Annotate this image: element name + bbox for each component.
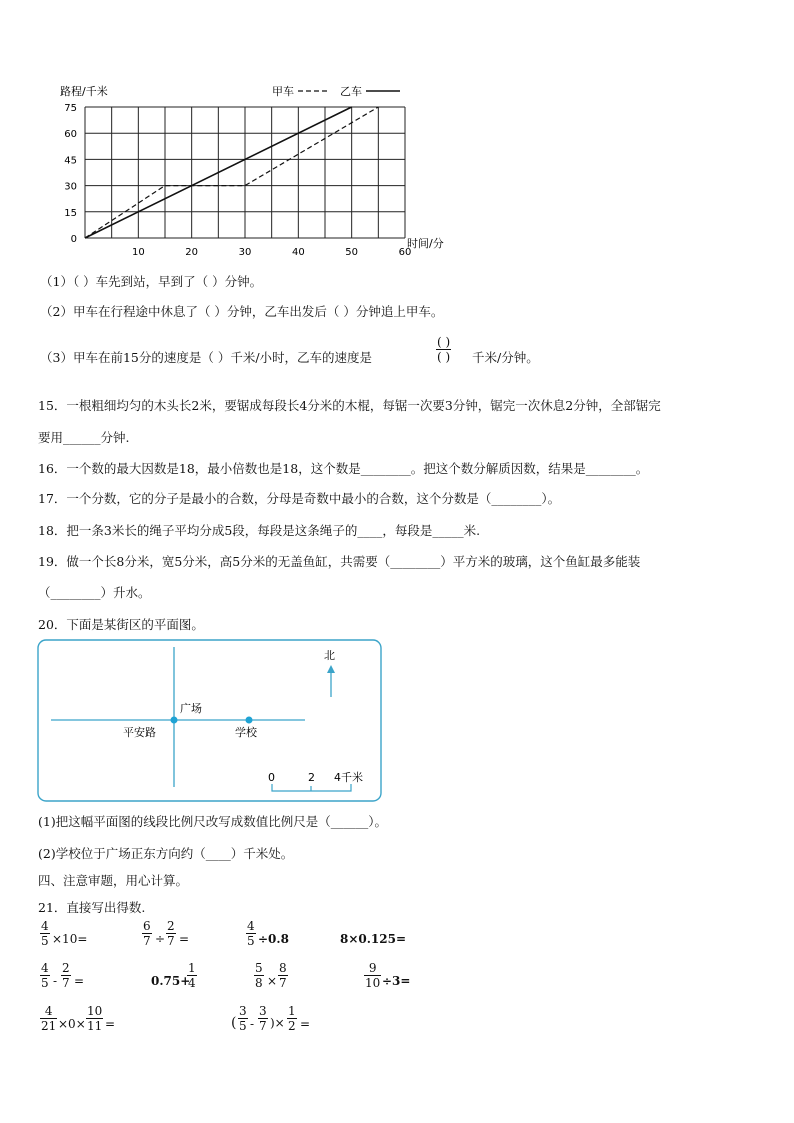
expr1-rest: ×10=: [52, 932, 88, 946]
q21: 21．直接写出得数.: [38, 900, 146, 915]
graph-ylabel: 路程/千米: [60, 85, 108, 98]
expr3-rest: ÷0.8: [258, 932, 289, 946]
fraction-numerator: 2: [62, 961, 70, 975]
x-tick-label: 30: [238, 247, 252, 258]
fraction-denominator: 5: [247, 934, 255, 948]
expr2-fraction-a: [142, 919, 152, 948]
fraction-numerator: 1: [188, 961, 196, 975]
expr9-fraction-b: [86, 1004, 103, 1033]
expr10-operator: -: [250, 1017, 255, 1031]
square-point: [171, 717, 178, 724]
x-tick-label: 10: [131, 247, 145, 258]
scale-4: 4千米: [334, 771, 363, 784]
q20: 20．下面是某街区的平面图。: [38, 617, 204, 632]
fraction-denominator: 5: [41, 976, 49, 990]
q14-part3: （3）甲车在前15分的速度是（ ）千米/小时，乙车的速度是: [40, 350, 373, 365]
q14-part1: （1）（ ）车先到站，早到了（ ）分钟。: [40, 274, 263, 289]
expr3-fraction: [246, 919, 256, 948]
expr9-fraction-a: [40, 1004, 57, 1033]
expr7-fraction-b: [278, 961, 288, 990]
q20-part2: (2)学校位于广场正东方向约（____）千米处。: [38, 846, 294, 861]
north-label: 北: [324, 649, 335, 662]
expr5-equals: =: [74, 974, 85, 988]
school-label: 学校: [235, 726, 257, 739]
fraction-denominator: 7: [279, 976, 287, 990]
expr5-fraction-b: [61, 961, 71, 990]
y-tick-label: 75: [64, 103, 77, 114]
expr6-rest: 0.75+: [151, 974, 191, 988]
q17: 17．一个分数，它的分子是最小的合数，分母是奇数中最小的合数，这个分数是（________）。: [38, 491, 561, 506]
x-tick-label: 20: [185, 247, 199, 258]
expr7-fraction-a: [254, 961, 264, 990]
expr10-fraction-c: [287, 1004, 297, 1033]
q14-part3-unit: 千米/分钟。: [472, 350, 539, 365]
fraction-numerator: 8: [279, 961, 287, 975]
expr9-equals: =: [105, 1017, 116, 1031]
q15-line1: 15．一根粗细均匀的木头长2米，要锯成每段长4分米的木棍，每锯一次要3分钟，锯完一次休息2分钟，全部锯完: [38, 398, 661, 413]
x-tick-label: 50: [345, 247, 359, 258]
fraction-denominator: 5: [239, 1019, 247, 1033]
graph-y-ticks: [64, 103, 77, 245]
q19-line2: （________）升水。: [38, 585, 151, 600]
fraction-numerator: 4: [44, 1004, 53, 1018]
fraction-denominator: 7: [62, 976, 70, 990]
fraction-numerator: 9: [368, 961, 377, 975]
expr1-fraction: [40, 919, 50, 948]
y-tick-label: 45: [64, 155, 77, 167]
fraction-denominator: ( ): [437, 350, 451, 364]
fraction-denominator: 7: [167, 934, 175, 948]
expr6-fraction: [187, 961, 197, 990]
fraction-denominator: 5: [41, 934, 49, 948]
expr2-fraction-b: [166, 919, 176, 948]
expr7-operator: ×: [267, 974, 278, 988]
expr5-fraction-a: [40, 961, 50, 990]
fraction-numerator: 4: [41, 961, 49, 975]
fraction-numerator: 10: [87, 1004, 103, 1018]
school-point: [246, 717, 253, 724]
expr8-rest: ÷3=: [382, 974, 411, 988]
fraction-numerator: 4: [41, 919, 49, 933]
fraction-denominator: 10: [365, 976, 381, 990]
expr2-equals: =: [179, 932, 190, 946]
series-jia-line: [85, 107, 378, 238]
y-tick-label: 30: [64, 181, 77, 193]
graph-x-ticks: [132, 247, 411, 258]
expr10-fraction-b: [258, 1004, 268, 1033]
graph-legend-jia: 甲车: [272, 85, 294, 98]
fraction-denominator: 2: [288, 1019, 296, 1033]
q16: 16．一个数的最大因数是18，最小倍数也是18，这个数是________。把这个数分解质因数，结果是________。: [38, 461, 649, 476]
expr2-operator: ÷: [155, 932, 166, 946]
expr4: 8×0.125=: [340, 932, 407, 946]
fraction-numerator: ( ): [437, 335, 451, 349]
section-4-heading: 四、注意审题，用心计算。: [38, 873, 189, 888]
x-tick-label: 60: [398, 247, 412, 258]
fraction-numerator: 4: [247, 919, 255, 933]
north-arrowhead-icon: [327, 665, 335, 673]
expr10-right-paren: )×: [270, 1016, 285, 1030]
graph-legend-yi: 乙车: [340, 85, 362, 98]
expr5-operator: -: [53, 974, 58, 988]
expr10-equals: =: [300, 1017, 311, 1031]
fraction-numerator: 1: [288, 1004, 296, 1018]
q20-part1: (1)把这幅平面图的线段比例尺改写成数值比例尺是（______）。: [38, 814, 387, 829]
street-map: [37, 639, 383, 803]
fraction-denominator: 4: [188, 976, 196, 990]
fraction-denominator: 11: [87, 1019, 103, 1033]
graph-xlabel: 时间/分: [407, 237, 444, 250]
scale-0: 0: [268, 771, 275, 784]
q15-line2: 要用______分钟.: [38, 430, 130, 445]
fraction-numerator: 5: [255, 961, 263, 975]
q14-part2: （2）甲车在行程途中休息了（ ）分钟，乙车出发后（ ）分钟追上甲车。: [40, 304, 444, 319]
fraction-denominator: 8: [255, 976, 263, 990]
scale-2: 2: [308, 771, 315, 784]
distance-time-graph: [40, 80, 460, 270]
y-tick-label: 15: [64, 207, 77, 219]
y-tick-label: 0: [70, 234, 77, 245]
q19-line1: 19．做一个长8分米，宽5分米，高5分米的无盖鱼缸，共需要（________）平方米的玻璃，这个鱼缸最多能装: [38, 554, 641, 569]
fraction-denominator: 21: [41, 1019, 57, 1033]
square-label: 广场: [180, 702, 202, 715]
fraction-numerator: 2: [167, 919, 175, 933]
fraction-numerator: 6: [143, 919, 151, 933]
expr8-fraction: [364, 961, 381, 990]
expr9-operator: ×0×: [58, 1017, 86, 1031]
fraction-numerator: 3: [239, 1004, 247, 1018]
expr10-left-paren: (: [231, 1015, 237, 1031]
q18: 18．把一条3米长的绳子平均分成5段，每段是这条绳子的____，每段是_____米.: [38, 523, 481, 538]
expr10-fraction-a: [238, 1004, 248, 1033]
fraction-denominator: 7: [259, 1019, 267, 1033]
q14-speed-fraction: [436, 335, 451, 364]
fraction-numerator: 3: [259, 1004, 267, 1018]
x-tick-label: 40: [291, 247, 305, 258]
graph-grid: [85, 107, 405, 238]
fraction-denominator: 7: [143, 934, 151, 948]
road-label: 平安路: [123, 726, 156, 739]
y-tick-label: 60: [64, 129, 77, 141]
